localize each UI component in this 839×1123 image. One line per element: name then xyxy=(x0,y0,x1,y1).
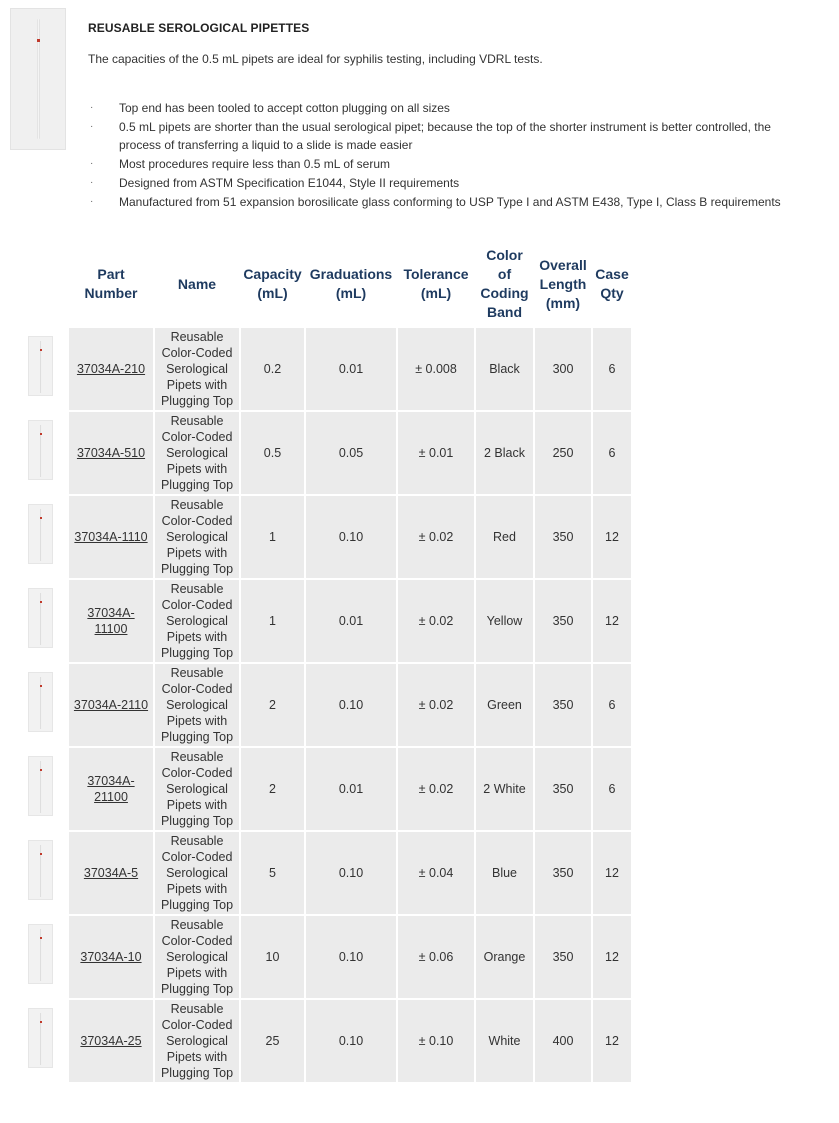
col-case-qty: Case Qty xyxy=(593,242,631,326)
case-qty-cell: 12 xyxy=(593,580,631,662)
col-name: Name xyxy=(155,242,239,326)
pipette-icon xyxy=(40,677,42,729)
graduations-cell: 0.05 xyxy=(306,412,396,494)
color-band-cell: Black xyxy=(476,328,533,410)
product-intro: The capacities of the 0.5 mL pipets are ideal for syphilis testing, including VDRL tests. xyxy=(88,52,543,66)
part-number-cell xyxy=(69,748,153,830)
capacity-cell: 5 xyxy=(241,832,304,914)
col-graduations: Graduations (mL) xyxy=(306,242,396,326)
row-product-thumbnail[interactable] xyxy=(28,504,53,564)
part-number-cell xyxy=(69,664,153,746)
length-cell: 350 xyxy=(535,580,591,662)
col-capacity: Capacity (mL) xyxy=(241,242,304,326)
color-band-cell: Yellow xyxy=(476,580,533,662)
col-color-band: Color of Coding Band xyxy=(476,242,533,326)
part-number-link[interactable]: 37034A-21100 xyxy=(87,774,135,804)
row-product-thumbnail[interactable] xyxy=(28,336,53,396)
row-product-thumbnail[interactable] xyxy=(28,756,53,816)
color-band-cell: Green xyxy=(476,664,533,746)
feature-item: · Manufactured from 51 expansion borosilicate glass conforming to USP Type I and ASTM E438, Type I, Class B requirements xyxy=(90,195,781,209)
tolerance-cell: ± 0.02 xyxy=(398,664,474,746)
bullet-icon: · xyxy=(90,102,94,113)
table-row xyxy=(69,916,631,998)
capacity-cell: 25 xyxy=(241,1000,304,1082)
graduations-cell: 0.01 xyxy=(306,328,396,410)
length-cell: 250 xyxy=(535,412,591,494)
feature-item: · Most procedures require less than 0.5 mL of serum xyxy=(90,157,391,171)
tolerance-cell: ± 0.02 xyxy=(398,496,474,578)
name-cell: Reusable Color-Coded Serological Pipets with Plugging Top xyxy=(155,412,239,494)
graduations-cell: 0.01 xyxy=(306,580,396,662)
pipette-icon xyxy=(40,341,42,393)
length-cell: 350 xyxy=(535,664,591,746)
capacity-cell: 2 xyxy=(241,664,304,746)
part-number-cell xyxy=(69,916,153,998)
color-band-cell: 2 Black xyxy=(476,412,533,494)
color-band-cell: Orange xyxy=(476,916,533,998)
part-number-cell xyxy=(69,832,153,914)
table-row xyxy=(69,748,631,830)
tolerance-cell: ± 0.01 xyxy=(398,412,474,494)
pipette-icon xyxy=(40,1013,42,1065)
capacity-cell: 1 xyxy=(241,580,304,662)
graduations-cell: 0.10 xyxy=(306,1000,396,1082)
table-row xyxy=(69,328,631,410)
length-cell: 350 xyxy=(535,748,591,830)
part-number-link[interactable]: 37034A-5 xyxy=(83,866,139,880)
name-cell: Reusable Color-Coded Serological Pipets with Plugging Top xyxy=(155,664,239,746)
pipette-icon xyxy=(40,425,42,477)
feature-item: · Designed from ASTM Specification E1044, Style II requirements xyxy=(90,176,460,190)
col-part-number: Part Number xyxy=(69,242,153,326)
pipette-icon xyxy=(40,929,42,981)
tolerance-cell: ± 0.008 xyxy=(398,328,474,410)
graduations-cell: 0.10 xyxy=(306,664,396,746)
part-number-link[interactable]: 37034A-2110 xyxy=(73,698,149,712)
bullet-icon: · xyxy=(90,158,94,169)
name-cell: Reusable Color-Coded Serological Pipets with Plugging Top xyxy=(155,916,239,998)
name-cell: Reusable Color-Coded Serological Pipets with Plugging Top xyxy=(155,496,239,578)
table-row xyxy=(69,1000,631,1082)
part-number-link[interactable]: 37034A-25 xyxy=(80,1034,142,1048)
row-product-thumbnail[interactable] xyxy=(28,420,53,480)
spec-table xyxy=(67,240,633,1084)
tolerance-cell: ± 0.02 xyxy=(398,748,474,830)
part-number-cell xyxy=(69,580,153,662)
length-cell: 350 xyxy=(535,496,591,578)
tolerance-cell: ± 0.02 xyxy=(398,580,474,662)
pipette-icon xyxy=(37,19,40,139)
name-cell: Reusable Color-Coded Serological Pipets with Plugging Top xyxy=(155,328,239,410)
color-band-cell: Blue xyxy=(476,832,533,914)
part-number-cell xyxy=(69,328,153,410)
row-product-thumbnail[interactable] xyxy=(28,924,53,984)
name-cell: Reusable Color-Coded Serological Pipets with Plugging Top xyxy=(155,1000,239,1082)
case-qty-cell: 12 xyxy=(593,496,631,578)
length-cell: 300 xyxy=(535,328,591,410)
color-band-cell: White xyxy=(476,1000,533,1082)
col-overall-length: Overall Length (mm) xyxy=(535,242,591,326)
case-qty-cell: 6 xyxy=(593,748,631,830)
table-row xyxy=(69,412,631,494)
capacity-cell: 1 xyxy=(241,496,304,578)
bullet-icon: · xyxy=(90,177,94,188)
tolerance-cell: ± 0.04 xyxy=(398,832,474,914)
table-row xyxy=(69,496,631,578)
pipette-icon xyxy=(40,845,42,897)
color-band-cell: 2 White xyxy=(476,748,533,830)
feature-item: · Top end has been tooled to accept cotton plugging on all sizes xyxy=(90,101,450,115)
feature-list xyxy=(88,99,808,212)
part-number-link[interactable]: 37034A-510 xyxy=(76,446,146,460)
row-product-thumbnail[interactable] xyxy=(28,1008,53,1068)
tolerance-cell: ± 0.10 xyxy=(398,1000,474,1082)
part-number-cell xyxy=(69,1000,153,1082)
name-cell: Reusable Color-Coded Serological Pipets with Plugging Top xyxy=(155,748,239,830)
case-qty-cell: 6 xyxy=(593,412,631,494)
row-product-thumbnail[interactable] xyxy=(28,588,53,648)
part-number-cell xyxy=(69,412,153,494)
table-header-row xyxy=(69,242,631,326)
length-cell: 400 xyxy=(535,1000,591,1082)
table-row xyxy=(69,664,631,746)
part-number-link[interactable]: 37034A-210 xyxy=(76,362,146,376)
case-qty-cell: 6 xyxy=(593,664,631,746)
capacity-cell: 0.2 xyxy=(241,328,304,410)
row-product-thumbnail[interactable] xyxy=(28,672,53,732)
name-cell: Reusable Color-Coded Serological Pipets with Plugging Top xyxy=(155,832,239,914)
case-qty-cell: 12 xyxy=(593,916,631,998)
product-image xyxy=(10,8,66,150)
name-cell: Reusable Color-Coded Serological Pipets with Plugging Top xyxy=(155,580,239,662)
part-number-link[interactable]: 37034A-10 xyxy=(80,950,142,964)
graduations-cell: 0.10 xyxy=(306,496,396,578)
length-cell: 350 xyxy=(535,832,591,914)
pipette-icon xyxy=(40,509,42,561)
color-band-cell: Red xyxy=(476,496,533,578)
case-qty-cell: 12 xyxy=(593,1000,631,1082)
tolerance-cell: ± 0.06 xyxy=(398,916,474,998)
capacity-cell: 2 xyxy=(241,748,304,830)
length-cell: 350 xyxy=(535,916,591,998)
bullet-icon: · xyxy=(90,196,94,207)
pipette-icon xyxy=(40,761,42,813)
case-qty-cell: 12 xyxy=(593,832,631,914)
table-row xyxy=(69,580,631,662)
feature-item: · 0.5 mL pipets are shorter than the usual serological pipet; because the top of the shorter instrument is better controlled, the process of transferring a liquid to a slide is made easier xyxy=(90,120,771,152)
capacity-cell: 10 xyxy=(241,916,304,998)
capacity-cell: 0.5 xyxy=(241,412,304,494)
graduations-cell: 0.10 xyxy=(306,832,396,914)
bullet-icon: · xyxy=(90,121,94,132)
table-row xyxy=(69,832,631,914)
part-number-link[interactable]: 37034A-1110 xyxy=(74,530,148,544)
graduations-cell: 0.01 xyxy=(306,748,396,830)
case-qty-cell: 6 xyxy=(593,328,631,410)
product-title: REUSABLE SEROLOGICAL PIPETTES xyxy=(88,21,310,35)
part-number-cell xyxy=(69,496,153,578)
pipette-icon xyxy=(40,593,42,645)
row-product-thumbnail[interactable] xyxy=(28,840,53,900)
col-tolerance: Tolerance (mL) xyxy=(398,242,474,326)
graduations-cell: 0.10 xyxy=(306,916,396,998)
part-number-link[interactable]: 37034A-11100 xyxy=(87,606,135,636)
